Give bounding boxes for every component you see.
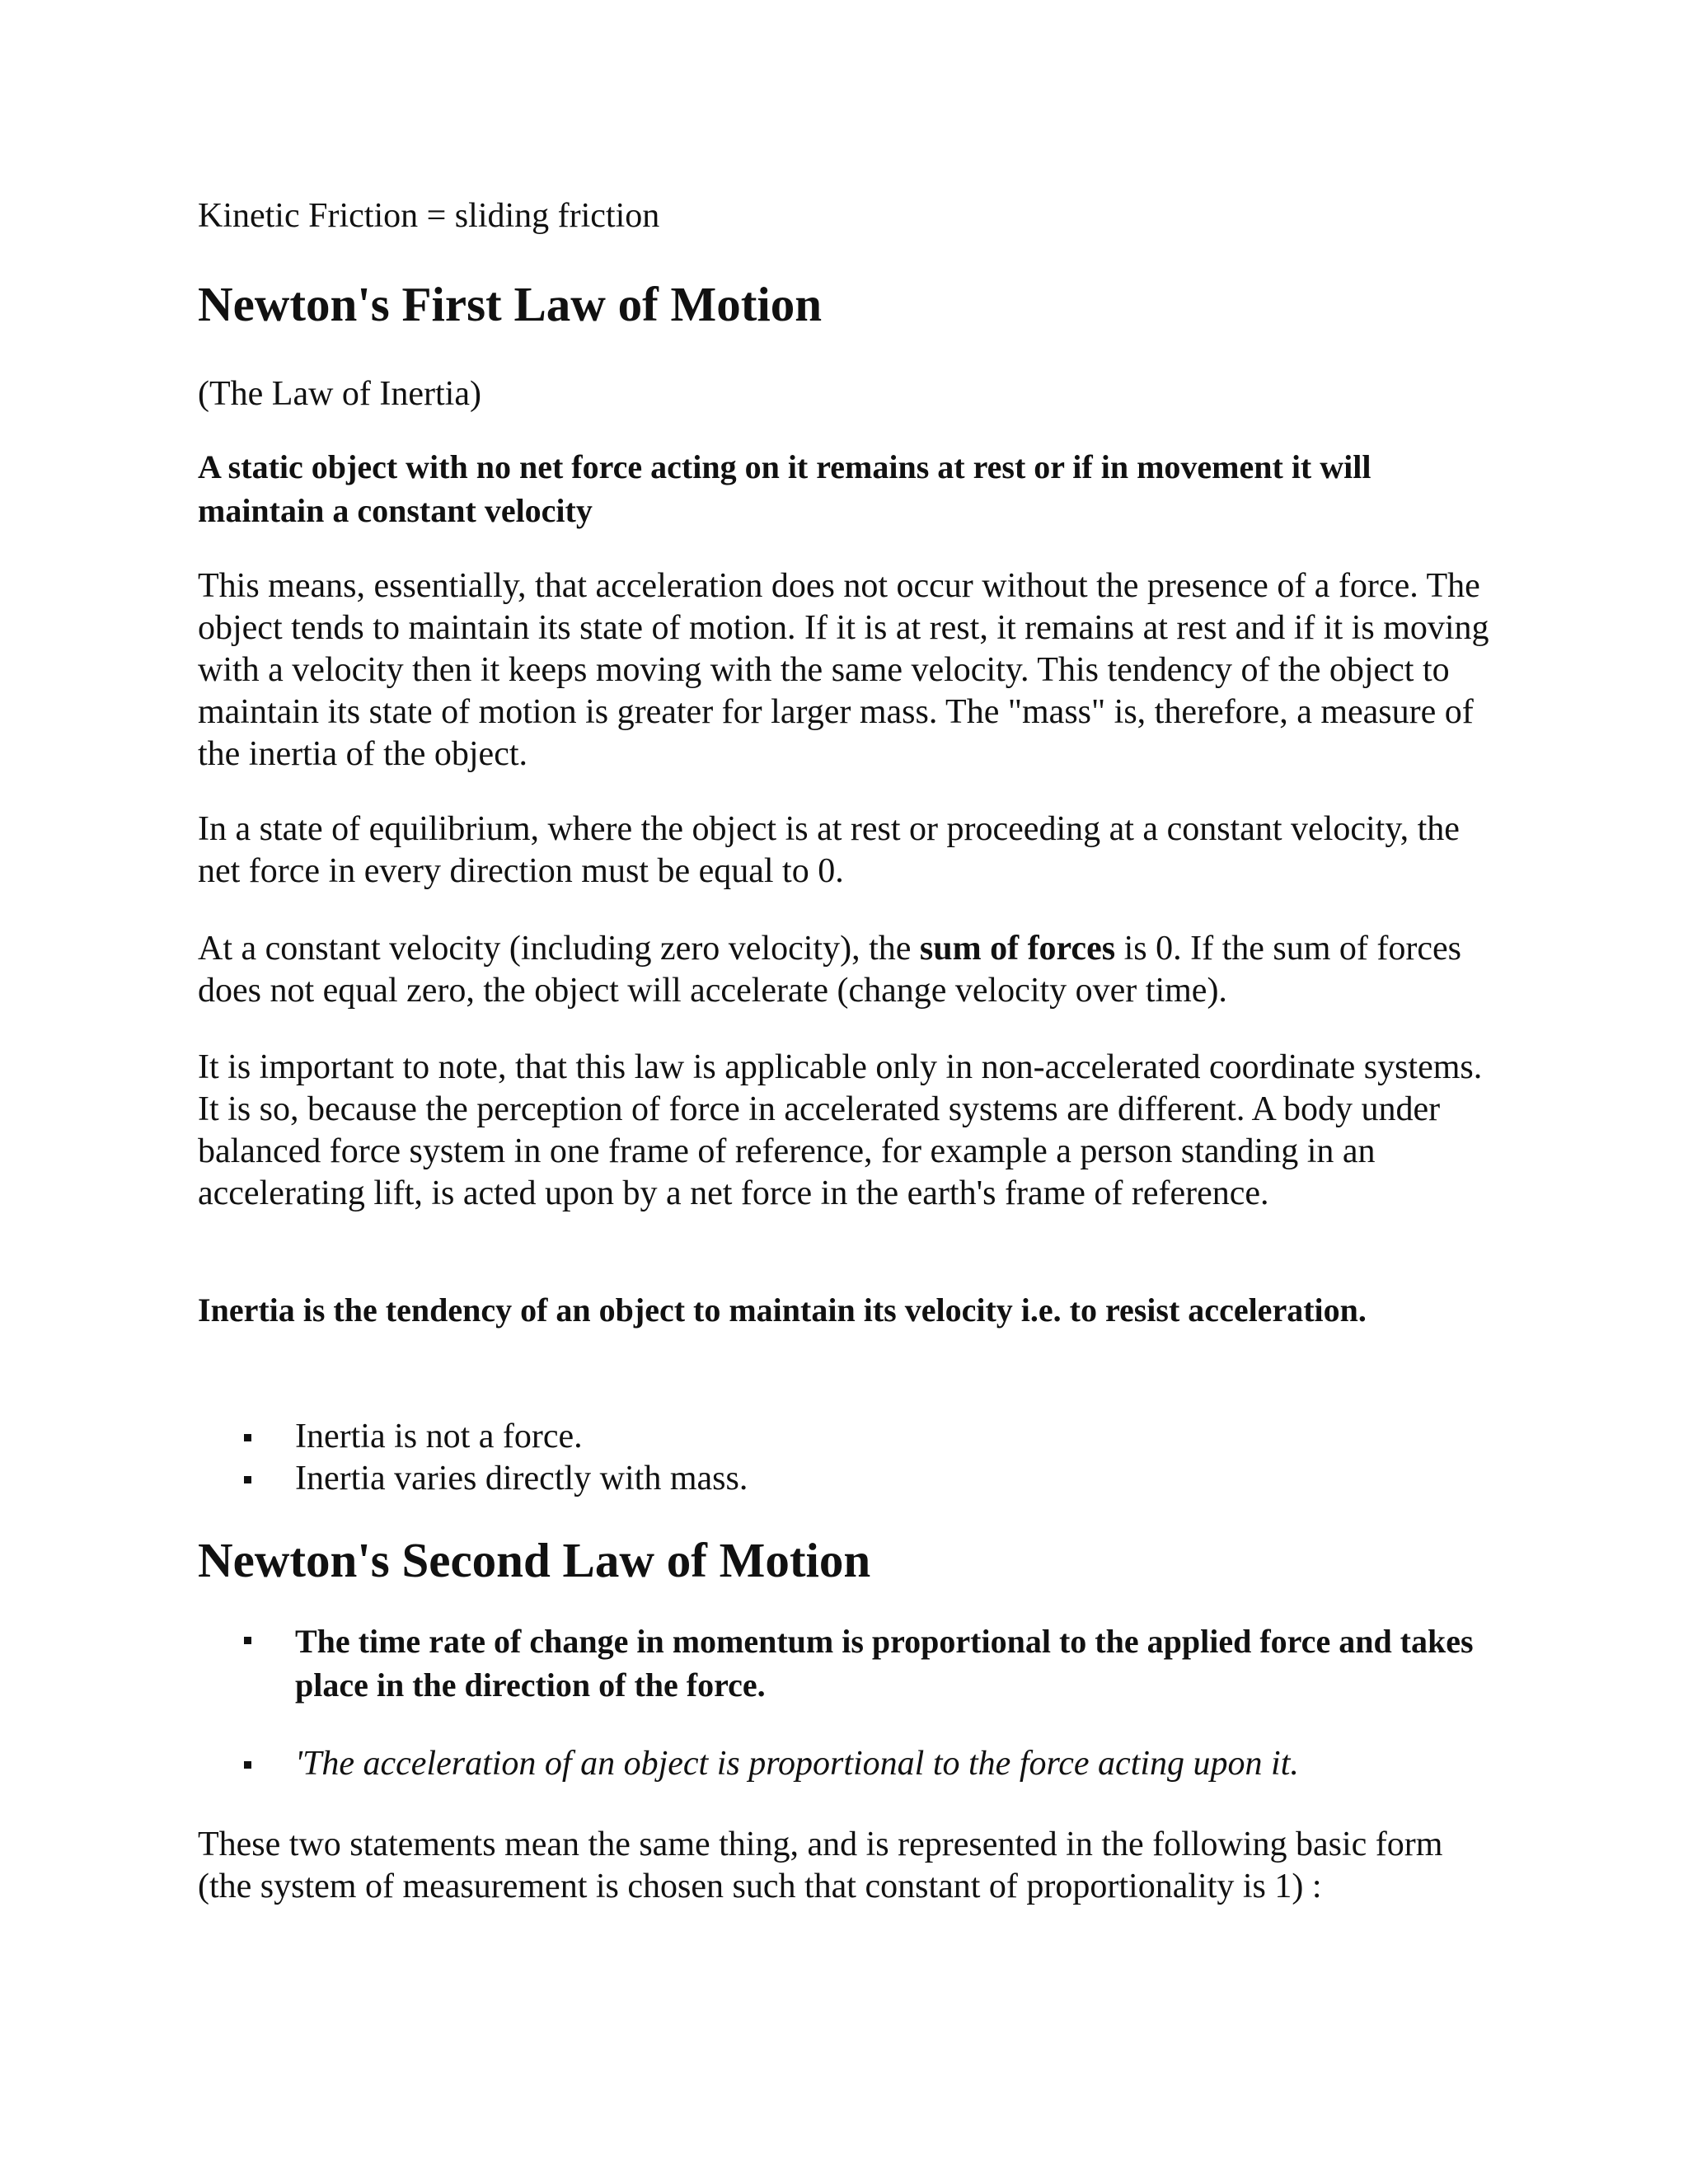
first-law-statement: A static object with no net force acting on it remains at rest or if in movement it will maintain a constant velocity xyxy=(198,448,1372,529)
second-law-heading: Newton's Second Law of Motion xyxy=(198,1533,871,1587)
list-item xyxy=(198,1743,1500,1785)
bullet-square-icon xyxy=(244,1476,251,1483)
list-item xyxy=(198,1619,1500,1707)
first-law-subtitle: (The Law of Inertia) xyxy=(198,375,481,413)
list-item-text: 'The acceleration of an object is proportional to the force acting upon it. xyxy=(295,1745,1299,1783)
first-law-paragraph-3 xyxy=(198,928,1500,1012)
first-law-paragraph-2: In a state of equilibrium, where the object is at rest or proceeding at a constant velocity, the net force in every direction must be equal to 0. xyxy=(198,810,1460,890)
second-law-paragraph-1: These two statements mean the same thing, and is represented in the following basic form (the system of measurement is chosen such that constant of proportionality is 1) : xyxy=(198,1825,1443,1905)
list-item xyxy=(198,1416,1500,1458)
bullet-square-icon xyxy=(244,1761,251,1769)
second-law-bullet-1 xyxy=(198,1619,1500,1707)
list-item-text: Inertia is not a force. xyxy=(295,1418,583,1455)
intro-line: Kinetic Friction = sliding friction xyxy=(198,197,660,235)
first-law-paragraph-1: This means, essentially, that acceleration does not occur without the presence of a force. The object tends to maintain its state of motion. If it is at rest, it remains at rest and if it is moving with a velocity then it keeps moving with the same velocity. This tendency of the object to maintain its state of motion is greater for larger mass. The "mass" is, therefore, a measure of the inertia of the object. xyxy=(198,567,1489,773)
inertia-statement: Inertia is the tendency of an object to maintain its velocity i.e. to resist acceleration. xyxy=(198,1291,1367,1329)
first-law-heading: Newton's First Law of Motion xyxy=(198,277,823,331)
second-law-bullet-2 xyxy=(198,1743,1500,1785)
inertia-bullet-list xyxy=(198,1416,1500,1500)
sum-of-forces-term: sum of forces xyxy=(919,930,1116,968)
bullet-square-icon xyxy=(244,1637,251,1644)
list-item-text: Inertia varies directly with mass. xyxy=(295,1460,748,1497)
first-law-paragraph-4: It is important to note, that this law is applicable only in non-accelerated coordinate systems. It is so, because the perception of force in accelerated systems are different. A body under balanced force system in one frame of reference, for example a person standing in an accelerating lift, is acted upon by a net force in the earth's frame of reference. xyxy=(198,1048,1483,1212)
list-item-text: The time rate of change in momentum is proportional to the applied force and takes place in the direction of the force. xyxy=(295,1623,1474,1704)
bullet-square-icon xyxy=(244,1434,251,1441)
list-item xyxy=(198,1458,1500,1500)
paragraph-3-end: is 0. If the sum of forces does not equal zero, the object will accelerate (change velocity over time). xyxy=(198,930,1461,1010)
paragraph-3-start: At a constant velocity (including zero velocity), the xyxy=(198,930,920,968)
